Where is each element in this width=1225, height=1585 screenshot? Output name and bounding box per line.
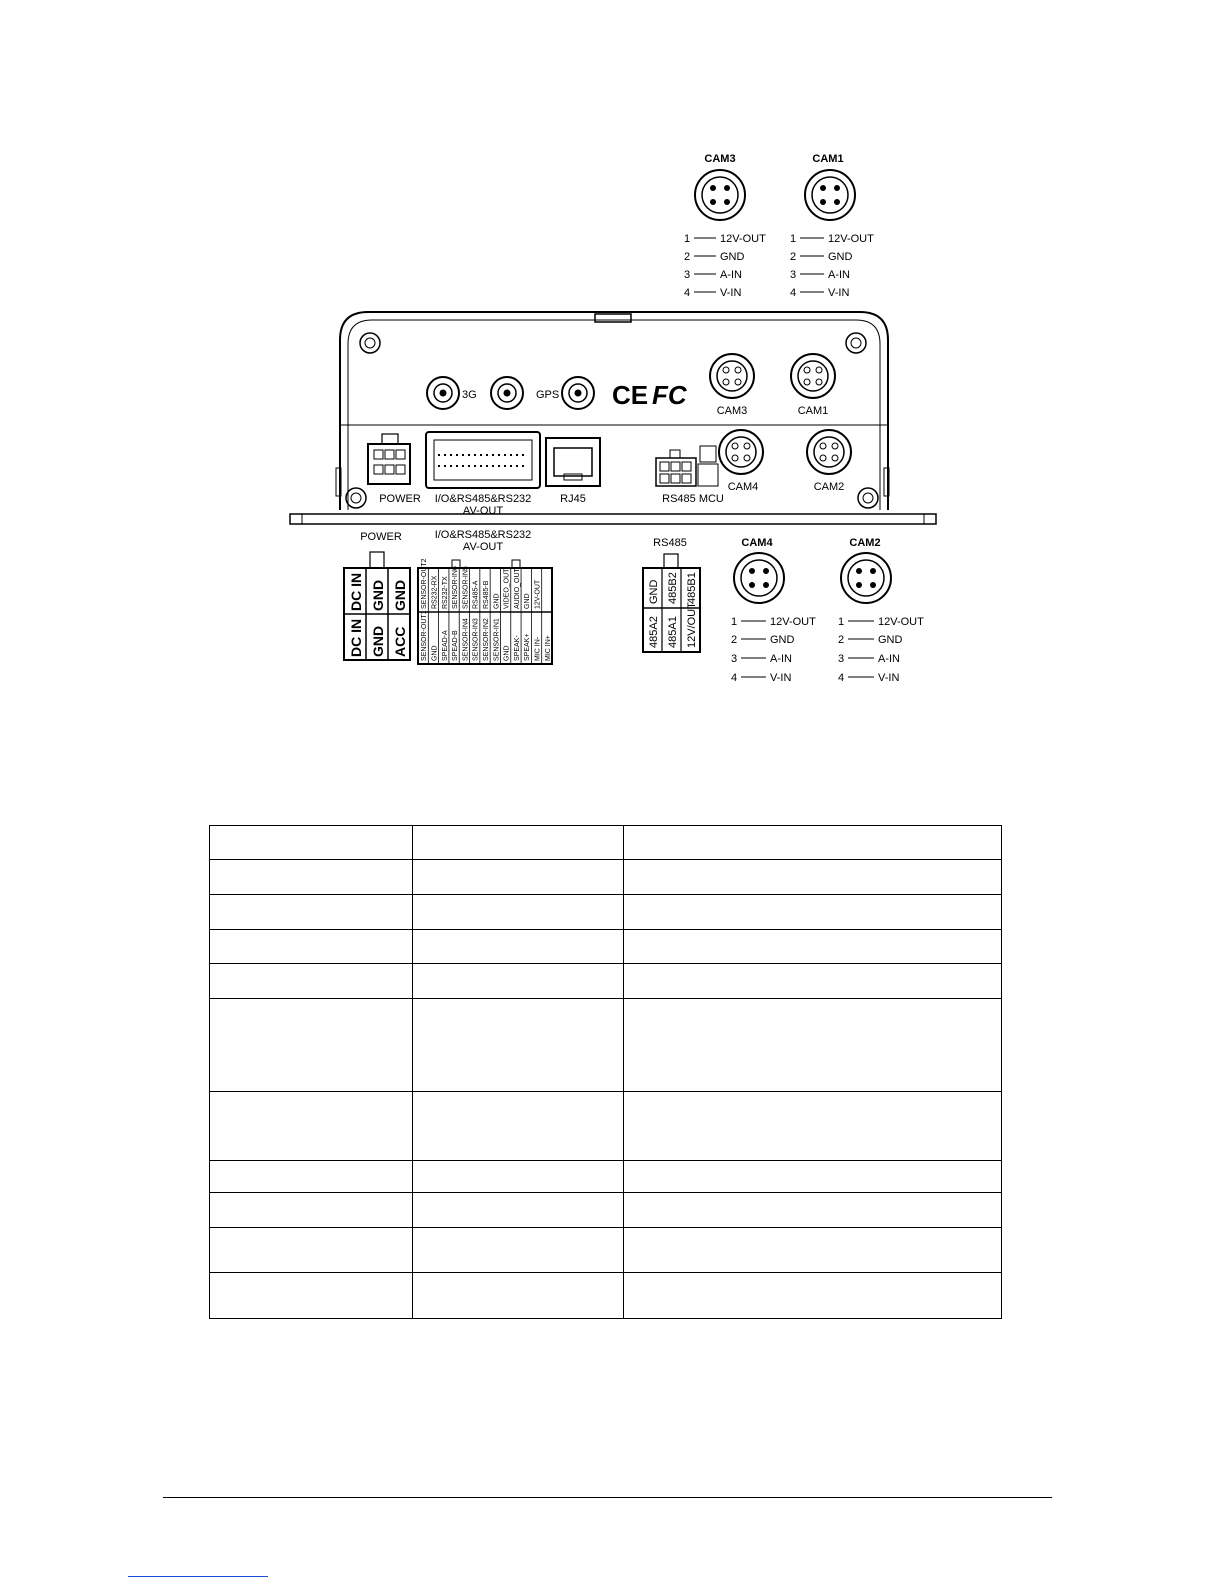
table-row <box>210 1161 1002 1193</box>
rs485-pinout-title: RS485 <box>653 537 687 549</box>
table-cell <box>413 895 624 930</box>
table-cell <box>413 1092 624 1161</box>
screw-icon <box>346 488 366 508</box>
io-pinout <box>418 529 552 664</box>
panel-power-port <box>368 434 410 484</box>
cam3-connector-top <box>684 153 766 299</box>
table-cell <box>624 826 1002 860</box>
panel-rs485-mcu-label: RS485 MCU <box>662 493 724 505</box>
panel-io-label-line2: AV-OUT <box>462 505 504 517</box>
power-pin-bottom-2: GND <box>370 625 386 657</box>
cam3-pin4-label: V-IN <box>720 287 742 299</box>
panel-cam1-port <box>791 354 835 398</box>
footer-rule <box>163 1497 1052 1498</box>
screw-icon <box>858 488 878 508</box>
cam4-title: CAM4 <box>741 537 773 549</box>
table-cell <box>210 1092 413 1161</box>
power-pin-bottom-1: DC IN <box>348 618 364 657</box>
table-cell <box>413 999 624 1092</box>
panel-cam3-port <box>710 354 754 398</box>
io-pin-top-label: GND <box>524 593 532 609</box>
io-pinout-title-line2: AV-OUT <box>462 541 504 553</box>
spec-table <box>209 825 1002 1319</box>
screw-icon <box>846 333 866 353</box>
io-pin-bottom-label: SENSOR-IN3 <box>472 618 480 661</box>
cam2-pin3-label: A-IN <box>878 653 900 665</box>
cam4-pin1-label: 12V-OUT <box>770 616 816 628</box>
screw-icon <box>360 333 380 353</box>
cam1-pin1-num: 1 <box>790 233 797 245</box>
table-row <box>210 826 1002 860</box>
cam4-pin1-num: 1 <box>731 616 738 628</box>
antenna-3g-label: 3G <box>462 389 477 401</box>
cam4-pin4-num: 4 <box>731 672 738 684</box>
cam1-pin2-num: 2 <box>790 251 797 263</box>
io-pin-bottom-label: GND <box>431 645 439 661</box>
table-cell <box>210 999 413 1092</box>
table-cell <box>413 930 624 964</box>
io-pin-bottom-label: SENSOR-OUT1 <box>421 610 429 661</box>
cam4-pin3-num: 3 <box>731 653 738 665</box>
panel-cam2-port <box>807 430 851 474</box>
cam3-title: CAM3 <box>704 153 736 165</box>
io-pin-top-label: GND <box>493 593 501 609</box>
cam3-pin3-num: 3 <box>684 269 691 281</box>
rs485-pinout <box>643 537 700 652</box>
table-cell <box>210 930 413 964</box>
cam3-pin1-num: 1 <box>684 233 691 245</box>
panel-cam4-label: CAM4 <box>727 481 759 493</box>
cam3-pin3-label: A-IN <box>720 269 742 281</box>
io-pin-top-label: RS232-RX <box>431 575 439 609</box>
rs485-pin-bottom-1: 485A2 <box>648 616 660 648</box>
cam4-pin2-label: GND <box>770 634 795 646</box>
table-cell <box>624 999 1002 1092</box>
cam2-connector-bottom <box>838 537 924 684</box>
rs485-pin-top-2: 485B2 <box>667 572 679 604</box>
antenna-3g-port <box>427 377 459 409</box>
power-pin-bottom-3: ACC <box>392 626 408 657</box>
table-cell <box>210 826 413 860</box>
panel-rs485-port <box>656 446 718 486</box>
table-cell <box>210 964 413 999</box>
table-cell <box>210 1193 413 1228</box>
table-cell <box>624 1273 1002 1319</box>
device-rear-panel-diagram <box>0 0 1225 740</box>
table-row <box>210 1193 1002 1228</box>
table-cell <box>413 1273 624 1319</box>
cam4-pin3-label: A-IN <box>770 653 792 665</box>
table-cell <box>624 1228 1002 1273</box>
table-cell <box>624 1193 1002 1228</box>
power-pin-top-2: GND <box>370 579 386 611</box>
cam1-title: CAM1 <box>812 153 844 165</box>
panel-cam4-port <box>719 430 763 474</box>
antenna-port <box>491 377 523 409</box>
io-pin-bottom-label: GND <box>503 645 511 661</box>
cam2-pin4-label: V-IN <box>878 672 900 684</box>
table-cell <box>413 826 624 860</box>
panel-cam1-label: CAM1 <box>797 405 829 417</box>
io-pin-top-label: RS485-B <box>483 580 490 609</box>
io-pin-bottom-label: SPEAK+ <box>524 633 532 661</box>
cam2-pin3-num: 3 <box>838 653 845 665</box>
antenna-gps-port <box>562 377 594 409</box>
cam1-pin4-label: V-IN <box>828 287 850 299</box>
table-row <box>210 1092 1002 1161</box>
cam2-pin4-num: 4 <box>838 672 845 684</box>
table-cell <box>210 895 413 930</box>
table-cell <box>413 860 624 895</box>
table-cell <box>210 1161 413 1193</box>
io-pin-bottom-label: SENSOR-IN2 <box>483 618 490 661</box>
cam1-pin4-num: 4 <box>790 287 797 299</box>
power-pinout-title: POWER <box>360 531 402 543</box>
rs485-pin-top-1: GND <box>648 579 660 604</box>
table-cell <box>624 1092 1002 1161</box>
io-pin-top-label: VIDEO_OUT <box>503 568 511 609</box>
ce-mark-logo: CE <box>612 380 649 410</box>
cam2-title: CAM2 <box>849 537 881 549</box>
table-cell <box>413 1161 624 1193</box>
rs485-pin-top-3: 485B1 <box>686 572 698 604</box>
io-pin-top-label: SENSOR-OUT2 <box>421 558 429 609</box>
table-row <box>210 895 1002 930</box>
cam2-pin1-num: 1 <box>838 616 845 628</box>
io-pin-bottom-label: SPEAD-A <box>441 630 449 661</box>
panel-power-label: POWER <box>379 493 421 505</box>
table-cell <box>210 1273 413 1319</box>
io-pin-bottom-label: SPEAK- <box>513 635 521 661</box>
table-cell <box>624 860 1002 895</box>
io-pin-top-label: 12V-OUT <box>534 579 542 609</box>
footer-link-underline <box>128 1576 268 1577</box>
io-pin-top-label: RS485-A <box>472 580 480 609</box>
cam2-pin2-label: GND <box>878 634 903 646</box>
panel-rj45-label: RJ45 <box>560 493 586 505</box>
table-row <box>210 1273 1002 1319</box>
rs485-pin-bottom-2: 485A1 <box>667 616 679 648</box>
io-pin-top-label: AUDIO_OUT <box>513 568 521 609</box>
io-pin-top-label: SENSOR-IN5 <box>462 566 470 609</box>
table-cell <box>413 964 624 999</box>
power-pinout <box>344 531 410 660</box>
table-cell <box>624 964 1002 999</box>
io-pin-bottom-label: MIC IN- <box>534 636 542 661</box>
cam1-connector-top <box>790 153 874 299</box>
table-cell <box>624 930 1002 964</box>
io-pin-bottom-label: SENSOR-IN1 <box>493 618 501 661</box>
table-cell <box>210 860 413 895</box>
table-row <box>210 930 1002 964</box>
cam4-pin2-num: 2 <box>731 634 738 646</box>
panel-cam2-label: CAM2 <box>813 481 845 493</box>
table-cell <box>624 1161 1002 1193</box>
io-pinout-title-line1: I/O&RS485&RS232 <box>434 529 532 541</box>
power-pin-top-3: GND <box>392 579 408 611</box>
panel-io-port <box>426 432 540 488</box>
table-row <box>210 1228 1002 1273</box>
table-cell <box>210 1228 413 1273</box>
antenna-gps-label: GPS <box>536 389 560 401</box>
table-cell <box>413 1228 624 1273</box>
panel-rj45-port <box>546 438 600 486</box>
io-pin-bottom-label: SPEAD-B <box>452 630 460 661</box>
io-pin-bottom-label: SENSOR-IN4 <box>462 618 470 661</box>
io-pin-top-label: SENSOR-IN6 <box>452 566 460 609</box>
cam3-pin2-num: 2 <box>684 251 691 263</box>
cam1-pin1-label: 12V-OUT <box>828 233 874 245</box>
table-row <box>210 964 1002 999</box>
table-row <box>210 999 1002 1092</box>
cam2-pin2-num: 2 <box>838 634 845 646</box>
cam4-connector-bottom <box>731 537 816 684</box>
table-cell <box>624 895 1002 930</box>
cam3-pin1-label: 12V-OUT <box>720 233 766 245</box>
rs485-pin-bottom-3: 12V/OUT <box>686 602 698 648</box>
power-pin-top-1: DC IN <box>348 572 364 611</box>
cam2-pin1-label: 12V-OUT <box>878 616 924 628</box>
cam1-pin3-num: 3 <box>790 269 797 281</box>
table-row <box>210 860 1002 895</box>
fc-mark-logo: FC <box>652 380 687 410</box>
cam4-pin4-label: V-IN <box>770 672 792 684</box>
io-pin-bottom-label: MIC IN+ <box>544 635 552 661</box>
panel-io-label-line1: I/O&RS485&RS232 <box>434 493 532 505</box>
table-cell <box>413 1193 624 1228</box>
cam3-pin4-num: 4 <box>684 287 691 299</box>
cam1-pin2-label: GND <box>828 251 853 263</box>
cam3-pin2-label: GND <box>720 251 745 263</box>
io-pin-top-label: RS232-TX <box>441 576 449 609</box>
cam1-pin3-label: A-IN <box>828 269 850 281</box>
panel-cam3-label: CAM3 <box>716 405 748 417</box>
